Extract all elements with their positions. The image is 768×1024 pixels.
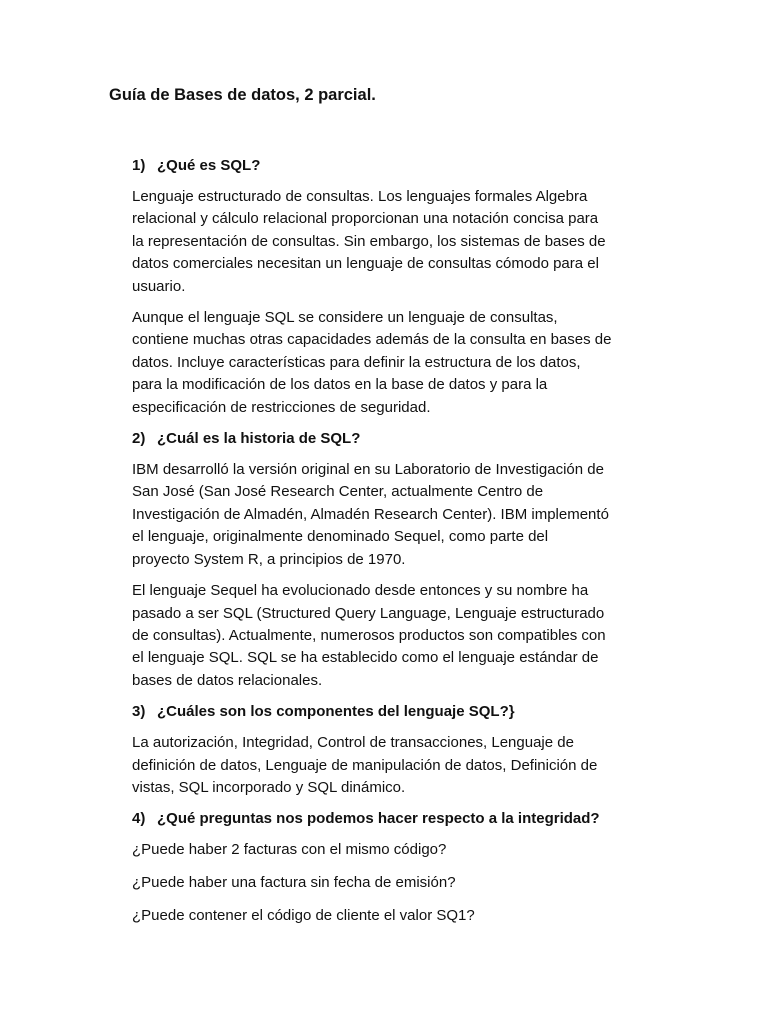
text-line: vistas, SQL incorporado y SQL dinámico. — [132, 778, 406, 796]
section-number: 1) — [132, 157, 146, 174]
text-line: usuario. — [132, 277, 186, 295]
text-line: el lenguaje SQL. SQL se ha establecido como el lenguaje estándar de — [132, 649, 599, 667]
text-line: Investigación de Almadén, Almadén Research Center). IBM implementó — [132, 505, 609, 523]
text-line: datos. Incluye características para definir la estructura de los datos, — [132, 353, 581, 371]
text-line: especificación de restricciones de seguridad. — [132, 398, 431, 416]
section-number: 2) — [132, 430, 146, 448]
text-line: definición de datos, Lenguaje de manipulación de datos, Definición de — [132, 756, 598, 774]
text-line: Lenguaje estructurado de consultas. Los lenguajes formales Algebra — [132, 188, 588, 205]
paragraph — [132, 459, 692, 571]
text-line: La autorización, Integridad, Control de transacciones, Lenguaje de — [132, 734, 574, 752]
integrity-question: ¿Puede contener el código de cliente el valor SQ1? — [132, 907, 475, 925]
paragraph — [132, 307, 692, 419]
text-line: la representación de consultas. Sin embargo, los sistemas de bases de — [132, 232, 606, 250]
text-line: Aunque el lenguaje SQL se considere un lenguaje de consultas, — [132, 309, 558, 327]
text-line: IBM desarrolló la versión original en su Laboratorio de Investigación de — [132, 461, 604, 479]
section-heading-text: ¿Cuáles son los componentes del lenguaje SQL?} — [157, 703, 515, 721]
section-heading-text: ¿Cuál es la historia de SQL? — [157, 430, 361, 448]
text-line: relacional y cálculo relacional proporcionan una notación concisa para — [132, 210, 599, 228]
paragraph — [132, 732, 692, 799]
section-heading — [132, 428, 692, 450]
section-heading — [132, 808, 692, 830]
section-number: 4) — [132, 810, 146, 828]
text-line: contiene muchas otras capacidades además de la consulta en bases de — [132, 331, 612, 349]
text-line: pasado a ser SQL (Structured Query Language, Lenguaje estructurado — [132, 604, 605, 622]
section-integrity-questions — [132, 808, 692, 927]
paragraph — [132, 186, 692, 298]
section-sql-components — [132, 701, 692, 799]
integrity-question: ¿Puede haber 2 facturas con el mismo código? — [132, 841, 447, 859]
section-heading-text: ¿Qué es SQL? — [157, 157, 261, 174]
text-line: bases de datos relacionales. — [132, 671, 323, 689]
section-sql-history — [132, 428, 692, 692]
paragraph — [132, 580, 692, 692]
section-heading — [132, 155, 692, 177]
text-line: El lenguaje Sequel ha evolucionado desde entonces y su nombre ha — [132, 582, 589, 600]
document-body — [132, 155, 692, 938]
text-line: de consultas). Actualmente, numerosos productos son compatibles con — [132, 626, 606, 644]
text-line: el lenguaje, originalmente denominado Sequel, como parte del — [132, 528, 549, 546]
section-heading-text: ¿Qué preguntas nos podemos hacer respecto a la integridad? — [157, 810, 600, 828]
document-title: Guía de Bases de datos, 2 parcial. — [109, 86, 376, 104]
section-number: 3) — [132, 703, 146, 721]
text-line: proyecto System R, a principios de 1970. — [132, 550, 406, 568]
section-heading — [132, 701, 692, 723]
text-line: datos comerciales necesitan un lenguaje de consultas cómodo para el — [132, 255, 599, 273]
section-what-is-sql — [132, 155, 692, 419]
text-line: para la modificación de los datos en la base de datos y para la — [132, 376, 548, 394]
text-line: San José (San José Research Center, actualmente Centro de — [132, 483, 544, 501]
integrity-question: ¿Puede haber una factura sin fecha de emisión? — [132, 874, 456, 892]
